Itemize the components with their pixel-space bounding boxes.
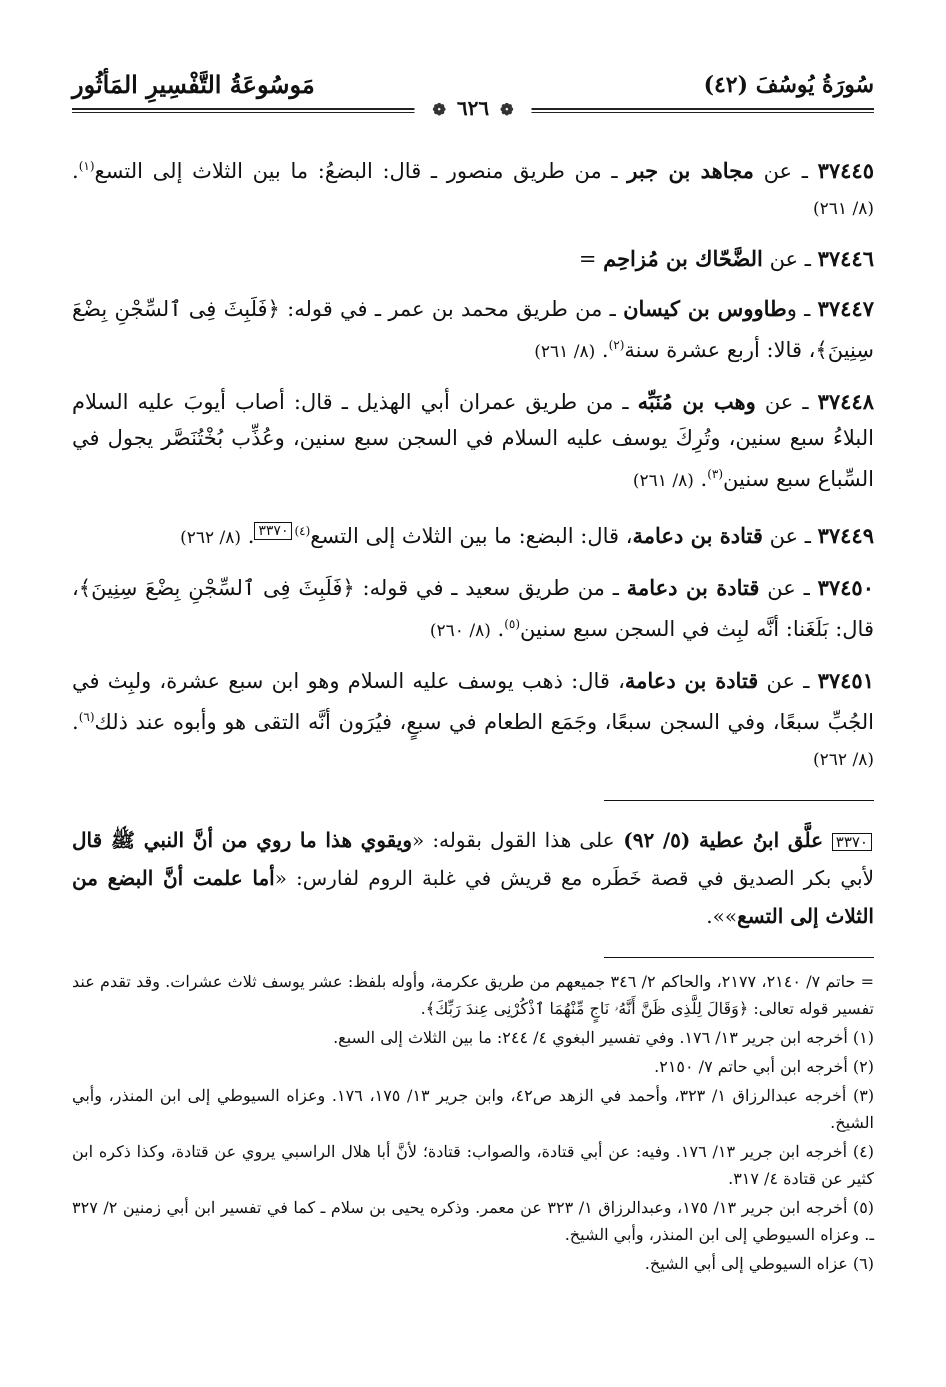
volume-reference: (٨/ ٢٦١) bbox=[632, 471, 694, 491]
footnote-marker: (٥) bbox=[504, 617, 521, 631]
commentary-quote: أما علمت أنَّ البضع من الثلاث إلى التسع bbox=[72, 866, 874, 928]
entry-text: ، قال: ذهب يوسف عليه السلام وهو ابن سبع عشرة، ولبِث في الجُبِّ سبعًا، وفي السجن سبعًا، وجَمَع الطعام في سبعٍ، فيُرَون أنَّه التقى هو وأبوه عند ذلك bbox=[72, 669, 874, 734]
footnote-item: = حاتم ٧/ ٢١٤٠، ٢١٧٧، والحاكم ٢/ ٣٤٦ جميعهم من طريق عكرمة، وأوله بلفظ: عشر يوسف ثلاث عشرات. وقد تقدم عند تفسير قوله تعالى: ﴿وَقَالَ لِلَّذِى ظَنَّ أَنَّهُۥ نَاجٍ مِّنْهُمَا ٱذْكُرْنِى عِندَ رَبِّكَ﴾. bbox=[72, 972, 874, 1018]
entry-prefix: ـ عن bbox=[753, 159, 818, 183]
footnote-marker: (٣) bbox=[707, 467, 724, 481]
entry-punct: . bbox=[72, 710, 79, 734]
entry-prefix: ـ عن bbox=[762, 247, 818, 271]
entry-punct: . bbox=[241, 524, 255, 548]
entry-punct: . bbox=[72, 159, 79, 183]
narration-entry bbox=[72, 663, 874, 778]
entry-number: ٣٧٤٤٥ bbox=[817, 158, 874, 183]
footnote-divider bbox=[604, 957, 874, 958]
entry-prefix: ـ و bbox=[786, 297, 818, 321]
commentary-text: لأبي بكر الصديق في قصة خَطَره مع قريش في غلبة الروم لفارس: « bbox=[274, 866, 874, 890]
volume-reference: (٨/ ٢٦١) bbox=[813, 199, 874, 219]
narrator-name: الضَّحّاك بن مُزاحِم bbox=[603, 246, 763, 271]
footnote-marker: (٢) bbox=[608, 338, 625, 352]
narration-entry bbox=[72, 148, 874, 227]
narrator-name: وهب بن مُنَبِّه bbox=[637, 389, 756, 414]
commentary-quote: ويقوي هذا ما روي من أنَّ النبي ﷺ قال bbox=[72, 828, 413, 852]
narrator-name: قتادة بن دعامة bbox=[632, 523, 763, 548]
narration-entry bbox=[72, 291, 874, 370]
book-title: مَوسُوعَةُ التَّفْسِيرِ المَأثُور bbox=[72, 70, 315, 99]
entry-prefix: ـ عن bbox=[762, 524, 818, 548]
narrator-name: طاووس بن كيسان bbox=[623, 296, 787, 321]
entry-text: = bbox=[578, 247, 604, 271]
narrations bbox=[72, 148, 874, 778]
commentary-lead: علَّق ابنُ عطية (٥/ ٩٢) bbox=[614, 828, 832, 852]
entry-punct: . bbox=[693, 467, 708, 491]
entry-number: ٣٧٤٥٠ bbox=[817, 575, 874, 600]
narrator-name: مجاهد بن جبر bbox=[627, 158, 754, 183]
narrator-name: قتادة بن دعامة bbox=[626, 575, 760, 600]
entry-text: ـ من طريق محمد بن عمر ـ في قوله: ﴿فَلَبِثَ فِى ٱلسِّجْنِ بِضْعَ سِنِينَ﴾، قالا: أربع عشرة سنة bbox=[72, 297, 874, 362]
volume-reference: (٨/ ٢٦٢) bbox=[813, 750, 874, 770]
section-divider bbox=[604, 800, 874, 801]
page-number: ٦٢٦ bbox=[456, 96, 490, 120]
commentary-block bbox=[72, 821, 874, 935]
page-number-box bbox=[415, 96, 532, 120]
entry-number: ٣٧٤٤٧ bbox=[817, 296, 874, 321]
entry-text: ـ من طريق منصور ـ قال: البضعُ: ما بين الثلاث إلى التسع bbox=[94, 159, 628, 183]
running-header bbox=[72, 60, 874, 120]
footnotes bbox=[72, 968, 874, 1277]
entry-text: ، قال: البضع: ما بين الثلاث إلى التسع bbox=[310, 524, 633, 548]
ornament-icon: ❁ bbox=[500, 100, 514, 119]
entry-number: ٣٧٤٥١ bbox=[817, 668, 874, 693]
entry-number: ٣٧٤٤٦ bbox=[817, 246, 874, 271]
entry-number: ٣٧٤٤٩ bbox=[817, 523, 874, 548]
footnote-item: (٢) أخرجه ابن أبي حاتم ٧/ ٢١٥٠. bbox=[654, 1057, 874, 1076]
footnote-marker: (٦) bbox=[78, 710, 95, 724]
page bbox=[72, 60, 874, 1279]
entry-punct: . bbox=[595, 338, 609, 362]
narrator-name: قتادة بن دعامة bbox=[624, 668, 759, 693]
narration-entry bbox=[72, 384, 874, 499]
commentary-text: على هذا القول بقوله: « bbox=[412, 828, 615, 852]
commentary-marker: ٣٣٧٠ bbox=[832, 833, 872, 851]
footnote-marker: (١) bbox=[78, 159, 95, 173]
footnote-item: (٤) أخرجه ابن جرير ١٣/ ١٧٦. وفيه: عن أبي قتادة، والصواب: قتادة؛ لأنَّ أبا هلال الراسبي يروي عن قتادة، وكذا ذكره ابن كثير عن قتادة ٤/ ٣١٧. bbox=[72, 1142, 874, 1188]
commentary-marker: ٣٣٧٠ bbox=[254, 522, 292, 540]
ornament-icon: ❁ bbox=[432, 100, 446, 119]
commentary-end: »». bbox=[706, 904, 738, 928]
narration-entry bbox=[72, 570, 874, 649]
footnote-item: (٦) عزاه السيوطي إلى أبي الشيخ. bbox=[644, 1254, 874, 1273]
entry-text: ـ من طريق سعيد ـ في قوله: ﴿فَلَبِثَ فِى ٱلسِّجْنِ بِضْعَ سِنِينَ﴾، قال: بَلَغَنا: أنَّه لبِث في السجن سبع سنين bbox=[72, 576, 874, 641]
footnote-item: (١) أخرجه ابن جرير ١٣/ ١٧٦. وفي تفسير البغوي ٤/ ٢٤٤: ما بين الثلاث إلى السبع. bbox=[333, 1028, 874, 1047]
entry-prefix: ـ عن bbox=[759, 576, 818, 600]
volume-reference: (٨/ ٢٦٠) bbox=[429, 621, 491, 641]
entry-prefix: ـ عن bbox=[758, 669, 818, 693]
footnote-marker: (٤) bbox=[294, 524, 311, 538]
entry-prefix: ـ عن bbox=[755, 390, 818, 414]
surah-title: سُورَةُ يُوسُفَ (٤٢) bbox=[703, 72, 874, 98]
volume-reference: (٨/ ٢٦١) bbox=[534, 342, 596, 362]
narration-entry bbox=[72, 241, 874, 277]
entry-text: ـ من طريق عمران أبي الهذيل ـ قال: أصاب أيوبَ عليه السلام البلاءُ سبع سنين، وتُرِكَ يوسف عليه السلام في السجن سبع سنين، وعُذِّب بُخْتُنَصَّر يجول في السِّباع سبع سنين bbox=[72, 390, 874, 491]
footnote-item: (٣) أخرجه عبدالرزاق ١/ ٣٢٣، وأحمد في الزهد ص٤٢، وابن جرير ١٣/ ١٧٥، ١٧٦. وعزاه السيوطي إلى ابن المنذر، وأبي الشيخ. bbox=[72, 1086, 875, 1132]
volume-reference: (٨/ ٢٦٢) bbox=[180, 528, 242, 548]
entry-punct: . bbox=[490, 617, 505, 641]
footnote-item: (٥) أخرجه ابن جرير ١٣/ ١٧٥، وعبدالرزاق ١/ ٣٢٣ عن معمر. وذكره يحيى بن سلام ـ كما في تفسير ابن أبي زمنين ٢/ ٣٢٧ ـ. وعزاه السيوطي إلى ابن المنذر، وأبي الشيخ. bbox=[72, 1198, 875, 1244]
narration-entry bbox=[72, 513, 874, 556]
entry-number: ٣٧٤٤٨ bbox=[817, 389, 874, 414]
